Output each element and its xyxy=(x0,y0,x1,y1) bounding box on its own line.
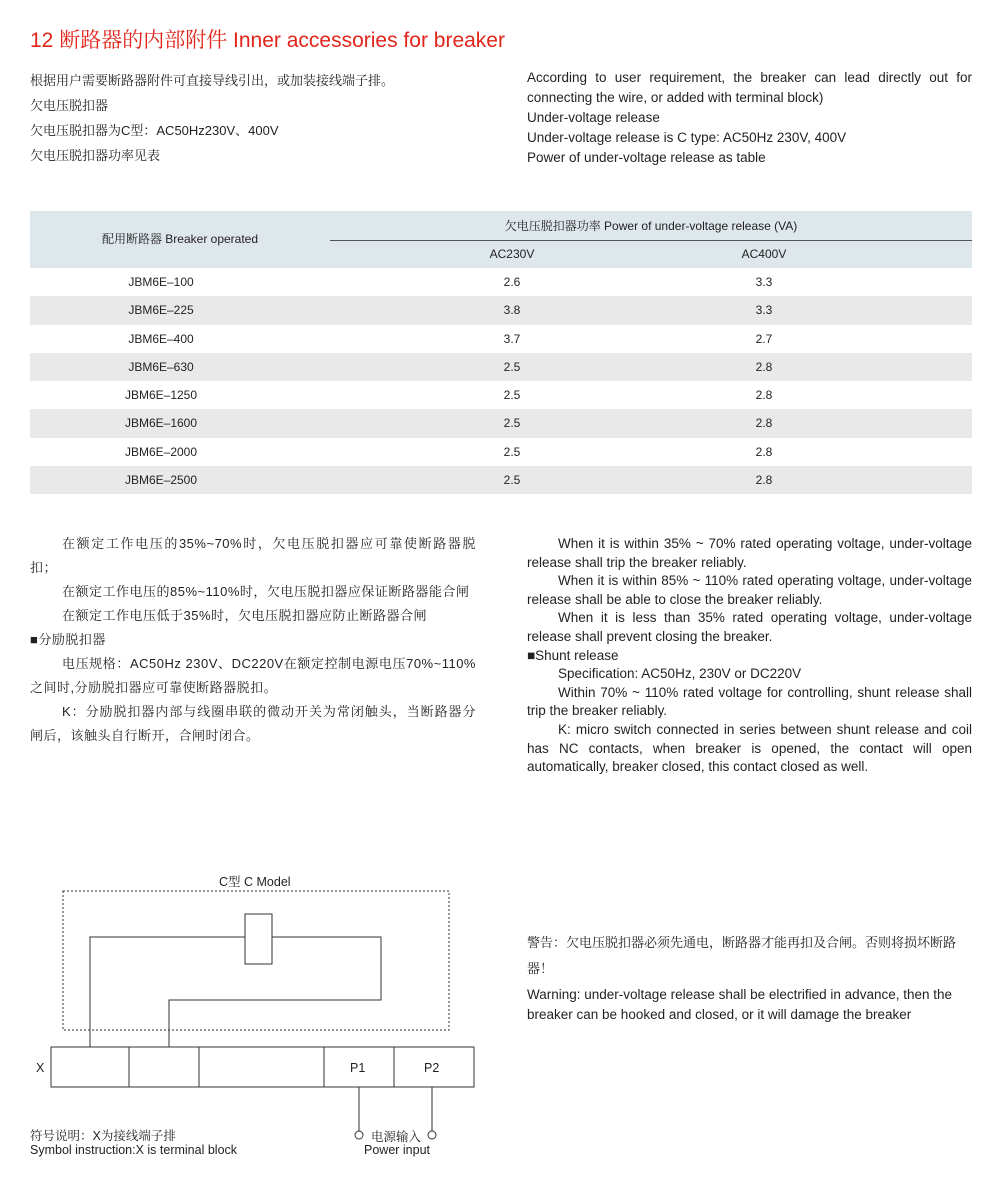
body-zh-paragraph: K：分励脱扣器内部与线圈串联的微动开关为常闭触头，当断路器分闸后，该触头自行断开，合闸时闭合。 xyxy=(30,704,476,743)
cell-ac400: 2.8 xyxy=(755,388,773,403)
cell-ac400: 2.8 xyxy=(755,444,773,459)
cell-ac400: 2.8 xyxy=(755,416,773,431)
table-row xyxy=(30,325,972,353)
section-title: 12 断路器的内部附件 Inner accessories for breaker xyxy=(30,29,505,52)
cell-ac400: 3.3 xyxy=(755,303,773,318)
body-zh-paragraph: 电压规格：AC50Hz 230V、DC220V在额定控制电源电压70%~110%之间时,分励脱扣器应可靠使断路器脱扣。 xyxy=(30,656,476,695)
table-header xyxy=(30,211,972,268)
intro-chinese xyxy=(30,68,490,168)
intro-en-line: Power of under-voltage release as table xyxy=(527,150,766,165)
body-en-paragraph: When it is less than 35% rated operating voltage, under-voltage release shall prevent closing the breaker. xyxy=(527,610,972,644)
body-zh-paragraph: 在额定工作电压的35%~70%时，欠电压脱扣器应可靠使断路器脱扣； xyxy=(30,536,476,575)
intro-english xyxy=(527,68,972,168)
header-ac230: AC230V xyxy=(489,247,535,261)
cell-ac230: 3.7 xyxy=(503,331,521,346)
header-power-group: 欠电压脱扣器功率 Power of under-voltage release (VA) xyxy=(330,211,972,241)
body-zh-paragraph: 在额定工作电压的85%~110%时，欠电压脱扣器应保证断路器能合闸 xyxy=(62,584,470,599)
body-en-paragraph: Within 70% ~ 110% rated voltage for controlling, shunt release shall trip the breaker reliably. xyxy=(527,684,972,719)
cell-model: JBM6E–1250 xyxy=(124,388,198,403)
cell-model: JBM6E–2000 xyxy=(124,444,198,459)
body-en-paragraph: K: micro switch connected in series between shunt release and coil has NC contacts, when breaker is opened, the contact will open automatically, breaker closed, this contact closed as well. xyxy=(527,721,972,775)
header-ac400: AC400V xyxy=(741,247,787,261)
cell-ac400: 2.8 xyxy=(755,473,773,488)
body-english xyxy=(527,535,972,777)
coil-symbol xyxy=(245,914,272,964)
cell-model: JBM6E–400 xyxy=(128,331,194,346)
symbol-instruction-zh: 符号说明：X为接线端子排 xyxy=(30,1129,176,1143)
intro-en-line: Under-voltage release xyxy=(527,110,660,125)
table-row xyxy=(30,466,972,494)
warning-chinese: 警告：欠电压脱扣器必须先通电，断路器才能再扣及合闸。否则将损坏断路器！ xyxy=(527,935,957,976)
body-en-paragraph: When it is within 35% ~ 70% rated operating voltage, under-voltage release shall trip the breaker reliably. xyxy=(527,536,972,570)
intro-zh-line: 欠电压脱扣器为C型：AC50Hz230V、400V xyxy=(30,123,279,138)
intro-zh-line: 欠电压脱扣器 xyxy=(30,98,109,113)
cell-model: JBM6E–630 xyxy=(128,359,194,374)
shunt-release-heading: ■分励脱扣器 xyxy=(30,632,106,647)
table-row xyxy=(30,409,972,437)
body-en-paragraph: Specification: AC50Hz, 230V or DC220V xyxy=(558,666,802,682)
cell-model: JBM6E–2500 xyxy=(124,473,198,488)
table-row xyxy=(30,296,972,324)
header-breaker-operated: 配用断路器 Breaker operated xyxy=(101,232,259,246)
cell-ac230: 2.6 xyxy=(503,275,521,289)
power-table xyxy=(30,211,972,494)
cell-model: JBM6E–225 xyxy=(128,303,194,318)
power-input-zh: 电源输入 xyxy=(371,1130,422,1144)
cell-model: JBM6E–100 xyxy=(128,275,194,289)
cell-ac230: 2.5 xyxy=(503,359,521,374)
cell-ac230: 2.5 xyxy=(503,388,521,403)
intro-zh-line: 根据用户需要断路器附件可直接导线引出，或加装接线端子排。 xyxy=(30,73,395,88)
table-row xyxy=(30,438,972,466)
table-row xyxy=(30,381,972,409)
intro-en-line: Under-voltage release is C type: AC50Hz 230V, 400V xyxy=(527,130,847,145)
model-label: C型 C Model xyxy=(219,875,291,889)
terminal-block xyxy=(51,1047,474,1087)
cell-ac230: 3.8 xyxy=(503,303,521,318)
table-row xyxy=(30,268,972,296)
body-chinese xyxy=(30,532,476,748)
cell-ac230: 2.5 xyxy=(503,473,521,488)
warning-block xyxy=(527,930,972,1025)
intro-zh-line: 欠电压脱扣器功率见表 xyxy=(30,148,161,163)
symbol-instruction-en: Symbol instruction:X is terminal block xyxy=(30,1143,238,1157)
cell-ac400: 3.3 xyxy=(755,275,773,289)
terminal-p2-label: P2 xyxy=(424,1061,440,1075)
cell-ac230: 2.5 xyxy=(503,444,521,459)
cell-ac400: 2.7 xyxy=(755,331,773,346)
shunt-release-heading: ■Shunt release xyxy=(527,647,619,663)
warning-english: Warning: under-voltage release shall be electrified in advance, then the breaker can be hooked and closed, or it will damage the breaker xyxy=(527,987,953,1022)
power-terminal-circle xyxy=(355,1131,363,1139)
cell-ac400: 2.8 xyxy=(755,359,773,374)
wiring-diagram xyxy=(0,860,500,1195)
body-en-paragraph: When it is within 85% ~ 110% rated operating voltage, under-voltage release shall be able to close the breaker reliably. xyxy=(527,573,972,607)
cell-model: JBM6E–1600 xyxy=(124,416,198,431)
terminal-p1-label: P1 xyxy=(350,1061,366,1075)
terminal-x-label: X xyxy=(36,1061,45,1075)
body-zh-paragraph: 在额定工作电压低于35%时，欠电压脱扣器应防止断路器合闸 xyxy=(62,608,428,623)
intro-en-line: According to user requirement, the breaker can lead directly out for connecting the wire, or added with terminal block) xyxy=(527,70,972,105)
power-input-en: Power input xyxy=(364,1143,431,1157)
table-row xyxy=(30,353,972,381)
cell-ac230: 2.5 xyxy=(503,416,521,431)
power-terminal-circle xyxy=(428,1131,436,1139)
